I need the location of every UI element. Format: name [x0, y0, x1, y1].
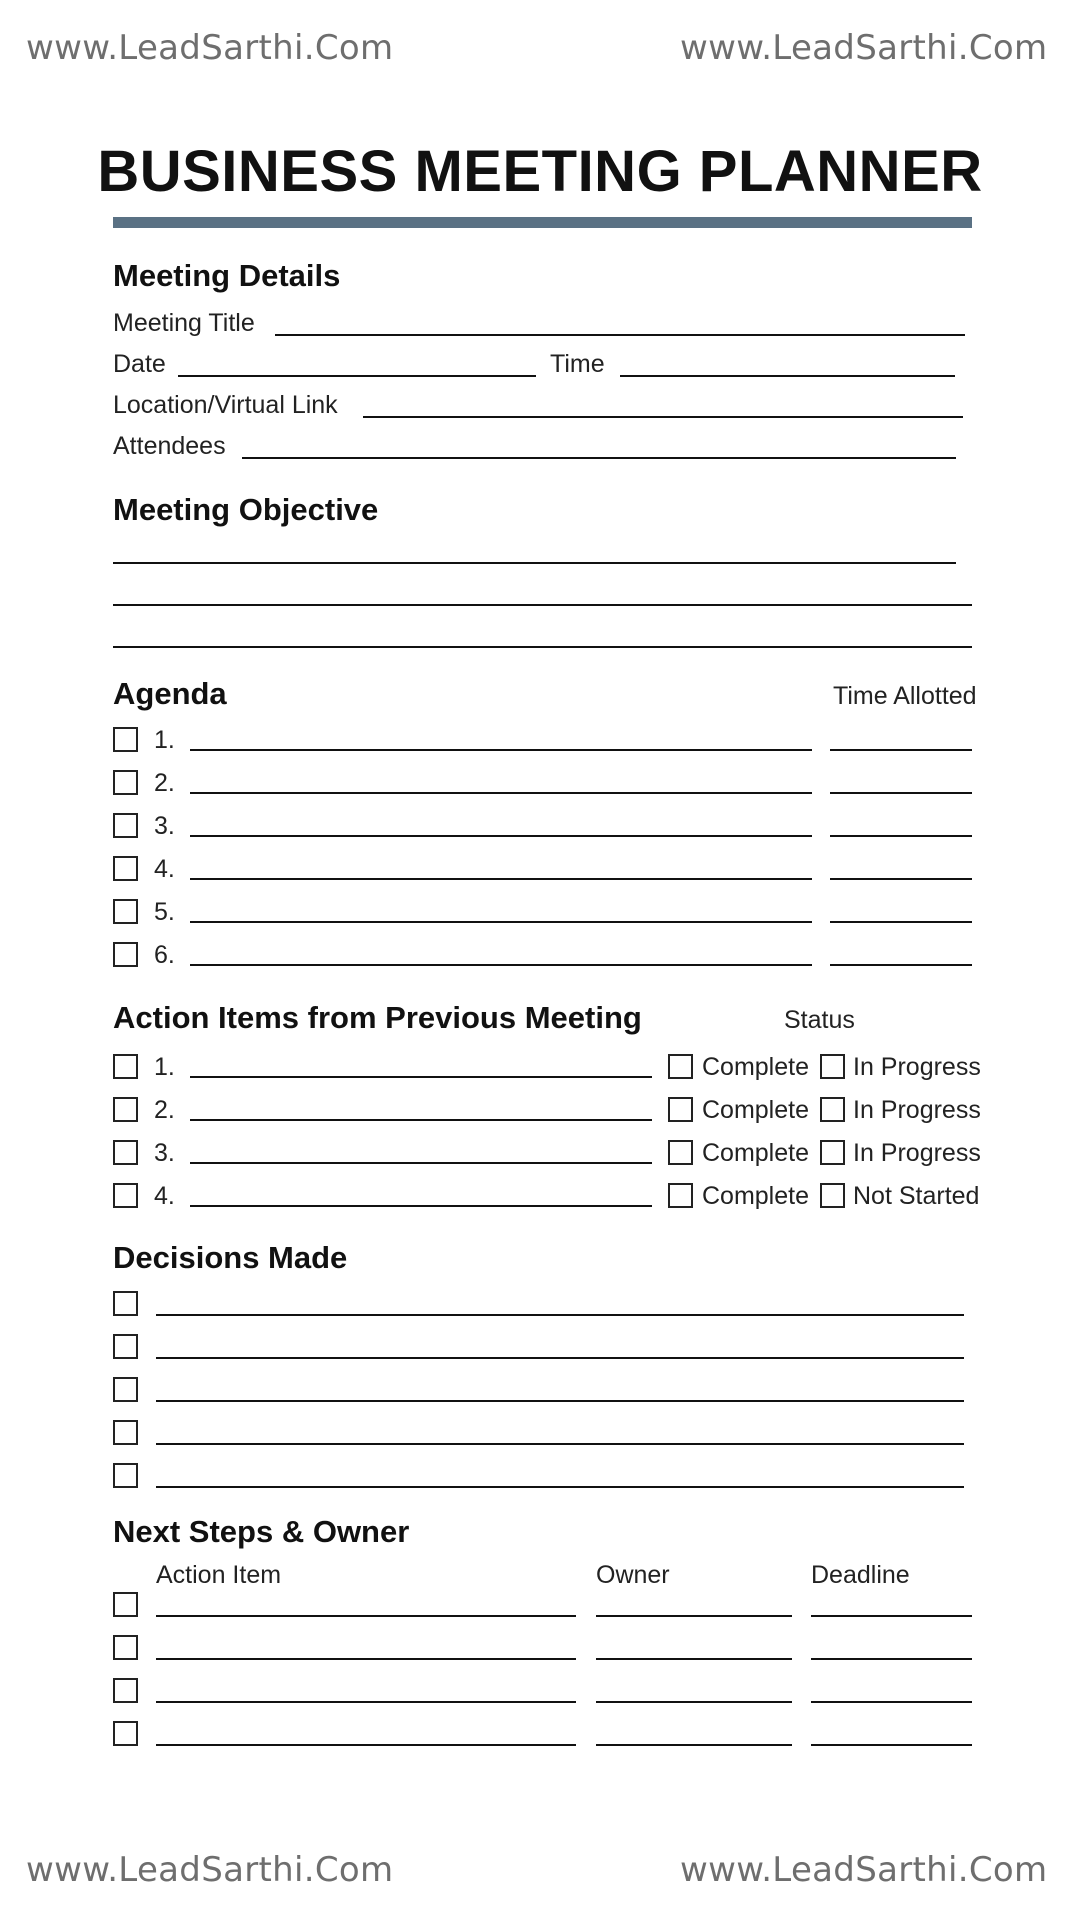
status-header: Status [784, 1006, 855, 1034]
agenda-time-field[interactable] [830, 921, 972, 923]
agenda-checkbox[interactable] [113, 727, 138, 752]
time-label: Time [550, 350, 605, 378]
action-item-checkbox[interactable] [113, 1054, 138, 1079]
action-item-checkbox[interactable] [113, 1097, 138, 1122]
agenda-item-number: 2. [154, 769, 175, 797]
agenda-item-field[interactable] [190, 835, 812, 837]
decision-field[interactable] [156, 1357, 964, 1359]
agenda-item-number: 6. [154, 941, 175, 969]
next-step-deadline-field[interactable] [811, 1658, 972, 1660]
complete-label: Complete [702, 1096, 809, 1124]
date-field[interactable] [178, 375, 536, 377]
action-item-number: 2. [154, 1096, 175, 1124]
status-option-checkbox[interactable] [820, 1054, 845, 1079]
next-step-deadline-field[interactable] [811, 1615, 972, 1617]
watermark-top-left: www.LeadSarthi.Com [26, 28, 394, 68]
agenda-item-field[interactable] [190, 792, 812, 794]
agenda-time-field[interactable] [830, 878, 972, 880]
status-option-label: In Progress [853, 1139, 981, 1167]
location-field[interactable] [363, 416, 963, 418]
complete-label: Complete [702, 1053, 809, 1081]
date-label: Date [113, 350, 166, 378]
agenda-item-number: 4. [154, 855, 175, 883]
agenda-checkbox[interactable] [113, 813, 138, 838]
decision-field[interactable] [156, 1443, 964, 1445]
action-item-field[interactable] [190, 1076, 652, 1078]
agenda-time-field[interactable] [830, 792, 972, 794]
action-item-column-header: Action Item [156, 1561, 282, 1589]
page-title: BUSINESS MEETING PLANNER [97, 139, 983, 204]
complete-label: Complete [702, 1182, 809, 1210]
action-item-field[interactable] [190, 1205, 652, 1207]
status-option-checkbox[interactable] [820, 1140, 845, 1165]
next-step-action-field[interactable] [156, 1744, 576, 1746]
attendees-label: Attendees [113, 432, 226, 460]
owner-column-header: Owner [596, 1561, 670, 1589]
deadline-column-header: Deadline [811, 1561, 910, 1589]
agenda-checkbox[interactable] [113, 856, 138, 881]
decision-field[interactable] [156, 1314, 964, 1316]
next-step-checkbox[interactable] [113, 1635, 138, 1660]
complete-checkbox[interactable] [668, 1054, 693, 1079]
agenda-item-field[interactable] [190, 964, 812, 966]
decision-checkbox[interactable] [113, 1334, 138, 1359]
action-item-field[interactable] [190, 1162, 652, 1164]
next-step-checkbox[interactable] [113, 1721, 138, 1746]
watermark-top-right: www.LeadSarthi.Com [680, 28, 1048, 68]
action-item-field[interactable] [190, 1119, 652, 1121]
decision-checkbox[interactable] [113, 1291, 138, 1316]
agenda-item-number: 5. [154, 898, 175, 926]
status-option-checkbox[interactable] [820, 1183, 845, 1208]
watermark-bottom-left: www.LeadSarthi.Com [26, 1850, 394, 1890]
decision-field[interactable] [156, 1400, 964, 1402]
agenda-item-number: 1. [154, 726, 175, 754]
agenda-time-field[interactable] [830, 749, 972, 751]
decision-checkbox[interactable] [113, 1420, 138, 1445]
agenda-checkbox[interactable] [113, 899, 138, 924]
complete-checkbox[interactable] [668, 1183, 693, 1208]
objective-line[interactable] [113, 562, 956, 564]
objective-line[interactable] [113, 604, 972, 606]
status-option-label: In Progress [853, 1053, 981, 1081]
decision-field[interactable] [156, 1486, 964, 1488]
complete-label: Complete [702, 1139, 809, 1167]
next-step-owner-field[interactable] [596, 1701, 792, 1703]
meeting-details-heading: Meeting Details [113, 258, 341, 293]
time-allotted-header: Time Allotted [833, 682, 977, 710]
meeting-title-label: Meeting Title [113, 309, 255, 337]
agenda-item-field[interactable] [190, 878, 812, 880]
decisions-heading: Decisions Made [113, 1240, 348, 1275]
next-step-action-field[interactable] [156, 1615, 576, 1617]
agenda-checkbox[interactable] [113, 942, 138, 967]
decision-checkbox[interactable] [113, 1463, 138, 1488]
next-step-owner-field[interactable] [596, 1615, 792, 1617]
next-step-action-field[interactable] [156, 1658, 576, 1660]
agenda-time-field[interactable] [830, 835, 972, 837]
next-step-deadline-field[interactable] [811, 1701, 972, 1703]
agenda-heading: Agenda [113, 676, 227, 711]
location-label: Location/Virtual Link [113, 391, 338, 419]
time-field[interactable] [620, 375, 955, 377]
status-option-label: Not Started [853, 1182, 980, 1210]
agenda-item-field[interactable] [190, 921, 812, 923]
next-step-checkbox[interactable] [113, 1678, 138, 1703]
complete-checkbox[interactable] [668, 1097, 693, 1122]
decision-checkbox[interactable] [113, 1377, 138, 1402]
action-item-number: 4. [154, 1182, 175, 1210]
agenda-item-number: 3. [154, 812, 175, 840]
action-items-heading: Action Items from Previous Meeting [113, 1000, 642, 1035]
action-item-number: 1. [154, 1053, 175, 1081]
status-option-label: In Progress [853, 1096, 981, 1124]
next-step-checkbox[interactable] [113, 1592, 138, 1617]
attendees-field[interactable] [242, 457, 956, 459]
agenda-item-field[interactable] [190, 749, 812, 751]
meeting-title-field[interactable] [275, 334, 965, 336]
agenda-checkbox[interactable] [113, 770, 138, 795]
title-divider [113, 217, 972, 228]
objective-line[interactable] [113, 646, 972, 648]
action-item-checkbox[interactable] [113, 1183, 138, 1208]
meeting-objective-heading: Meeting Objective [113, 492, 379, 527]
next-step-owner-field[interactable] [596, 1744, 792, 1746]
action-item-number: 3. [154, 1139, 175, 1167]
agenda-time-field[interactable] [830, 964, 972, 966]
next-step-owner-field[interactable] [596, 1658, 792, 1660]
complete-checkbox[interactable] [668, 1140, 693, 1165]
next-step-action-field[interactable] [156, 1701, 576, 1703]
watermark-bottom-right: www.LeadSarthi.Com [680, 1850, 1048, 1890]
status-option-checkbox[interactable] [820, 1097, 845, 1122]
next-steps-heading: Next Steps & Owner [113, 1514, 410, 1549]
next-step-deadline-field[interactable] [811, 1744, 972, 1746]
action-item-checkbox[interactable] [113, 1140, 138, 1165]
